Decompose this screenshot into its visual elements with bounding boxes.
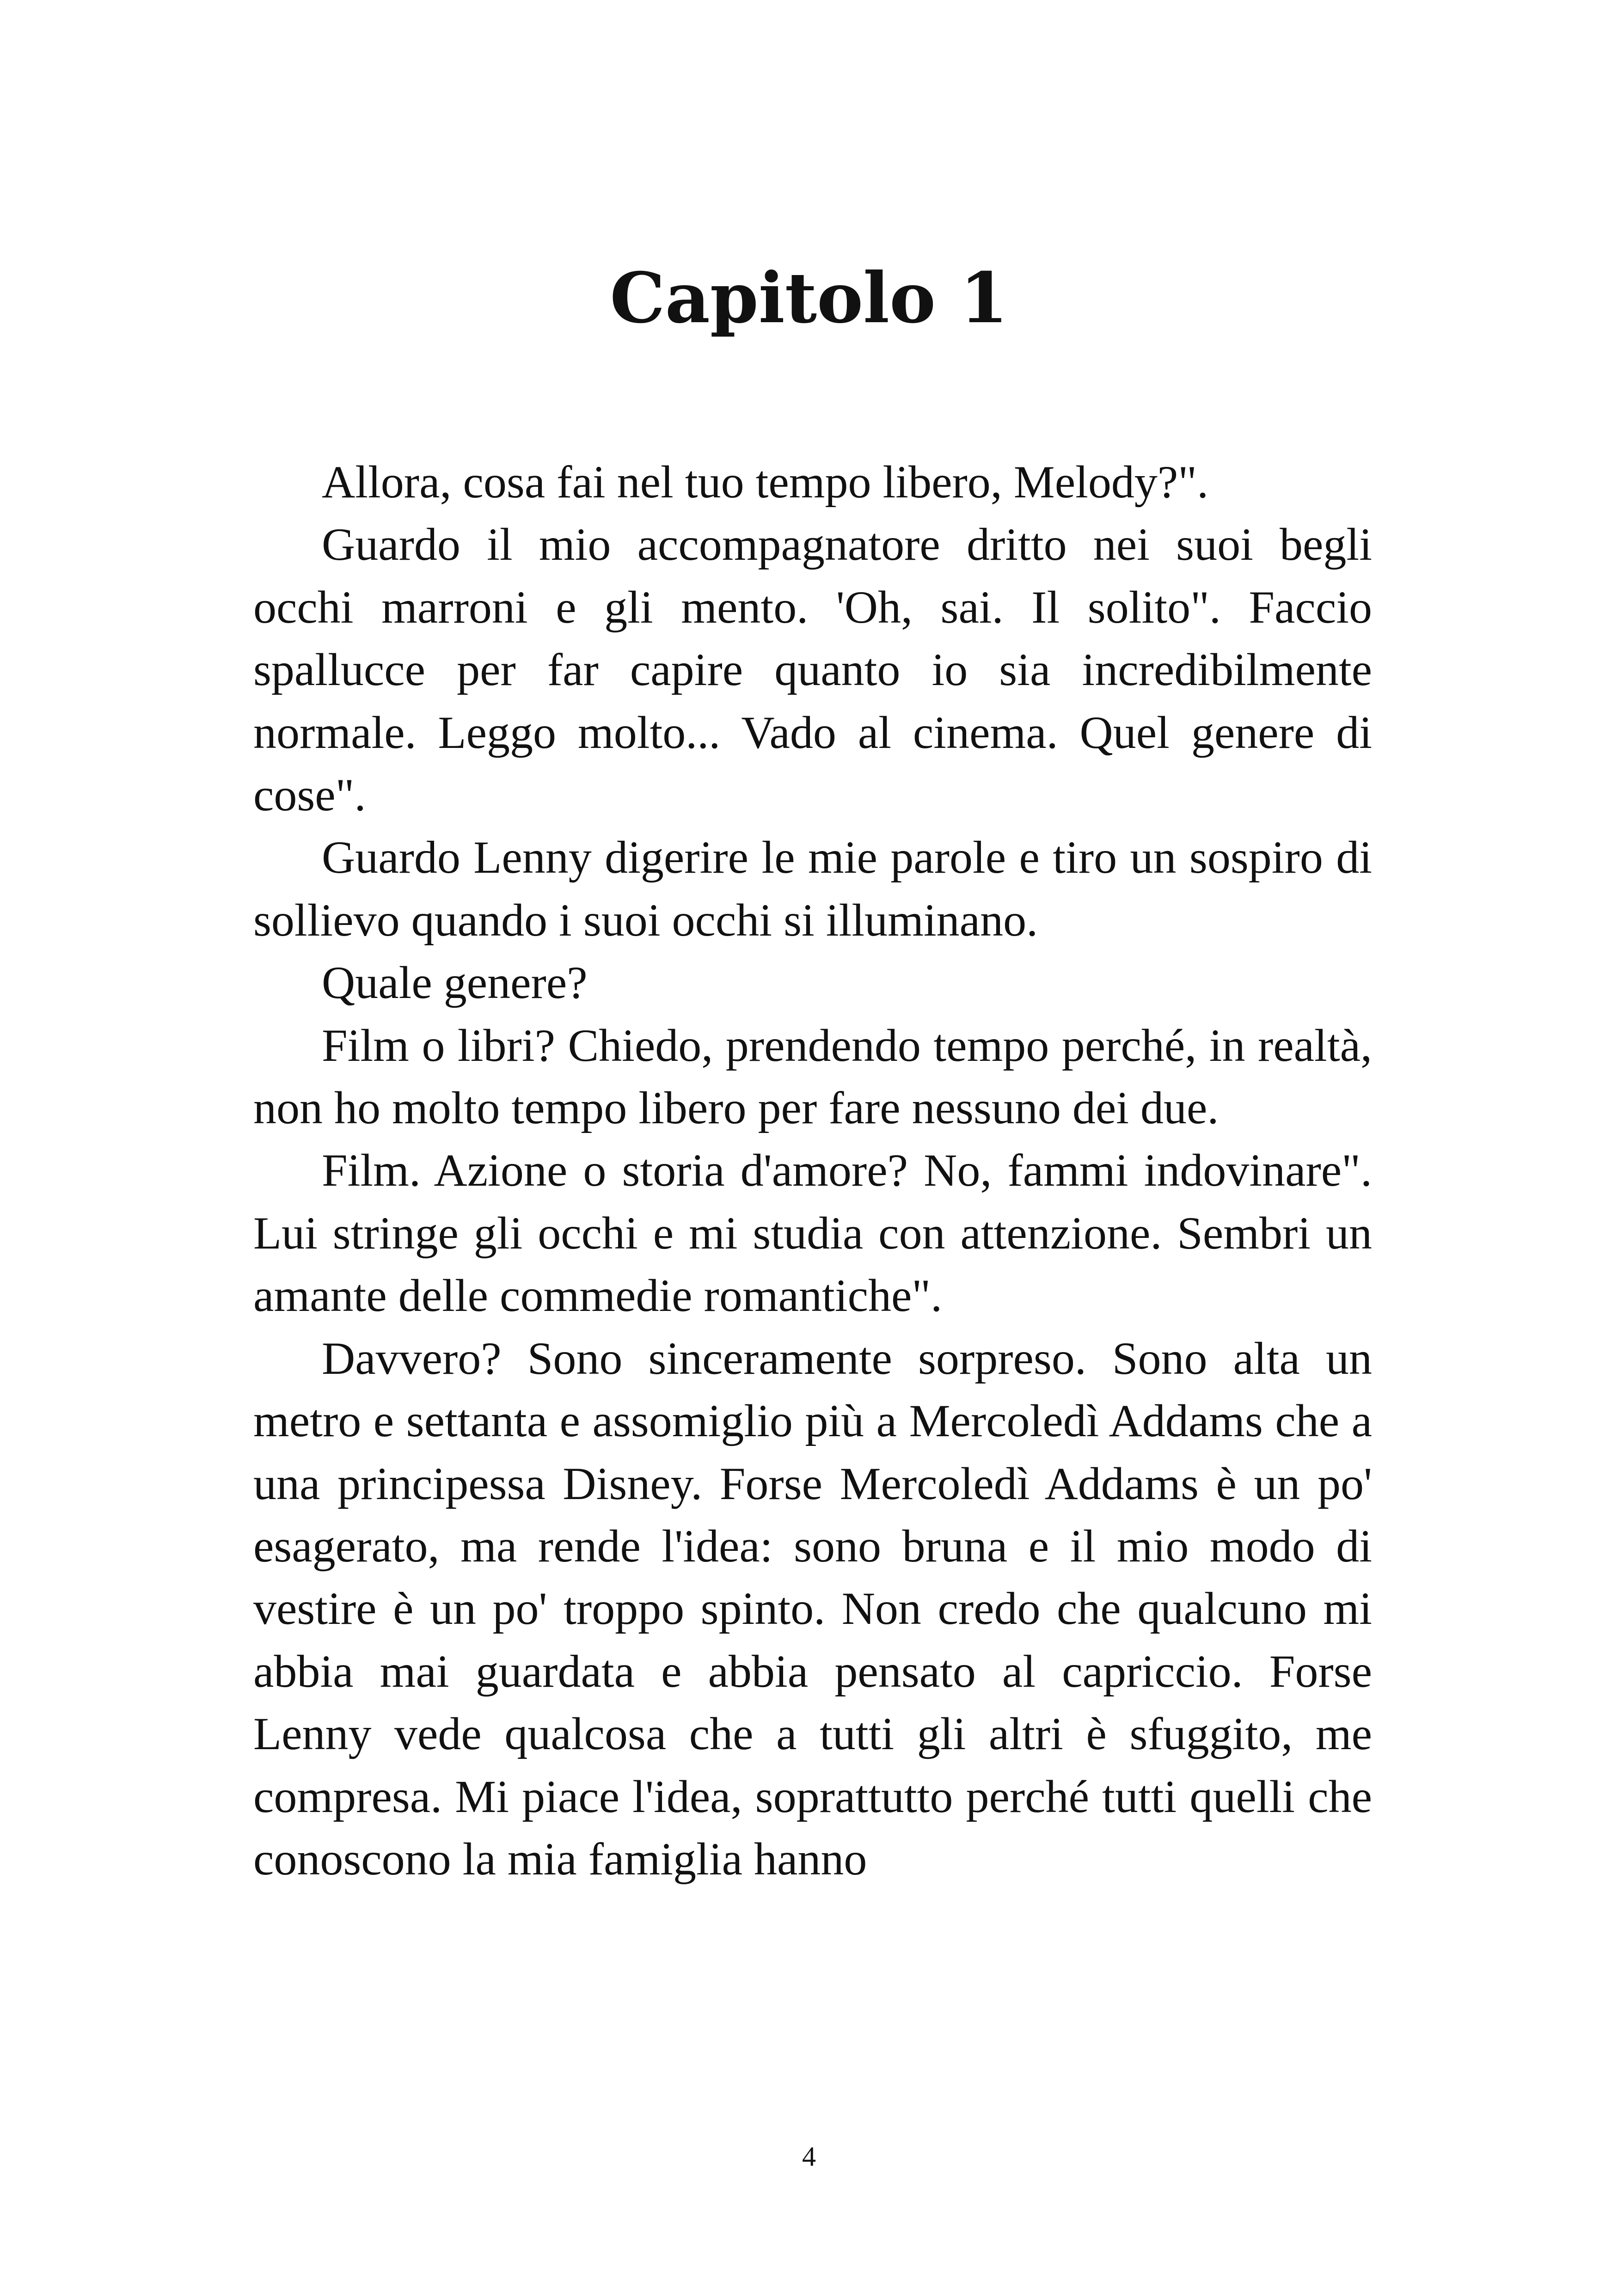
- chapter-title: Capitolo 1: [610, 257, 1008, 339]
- paragraph: Guardo Lenny digerire le mie parole e tiro un sospiro di sollievo quando i suoi occhi si illuminano.: [253, 832, 1372, 946]
- paragraph: Film o libri? Chiedo, prendendo tempo perché, in realtà, non ho molto tempo libero per fare nessuno dei due.: [253, 1019, 1372, 1134]
- page-number: 4: [802, 2141, 816, 2172]
- chapter-body: [253, 451, 1372, 1890]
- paragraph: Davvero? Sono sinceramente sorpreso. Sono alta un metro e settanta e assomiglio più a Mercoledì Addams che a una principessa Disney. Forse Mercoledì Addams è un po' esagerato, ma rende l'idea: sono bruna e il mio modo di vestire è un po' troppo spinto. Non credo che qualcuno mi abbia mai guardata e abbia pensato al capriccio. Forse Lenny vede qualcosa che a tutti gli altri è sfuggito, me compresa. Mi piace l'idea, soprattutto perché tutti quelli che conoscono la mia famiglia hanno: [253, 1332, 1372, 1885]
- paragraph: Guardo il mio accompagnatore dritto nei suoi begli occhi marroni e gli mento. 'Oh, sai. Il solito". Faccio spallucce per far capire quanto io sia incredibilmente normale. Leggo molto... Vado al cinema. Quel genere di cose".: [253, 519, 1372, 821]
- paragraph: Allora, cosa fai nel tuo tempo libero, Melody?".: [322, 456, 1209, 508]
- paragraph: Quale genere?: [322, 957, 588, 1009]
- paragraph: Film. Azione o storia d'amore? No, fammi indovinare". Lui stringe gli occhi e mi studia con attenzione. Sembri un amante delle commedie romantiche".: [253, 1145, 1372, 1322]
